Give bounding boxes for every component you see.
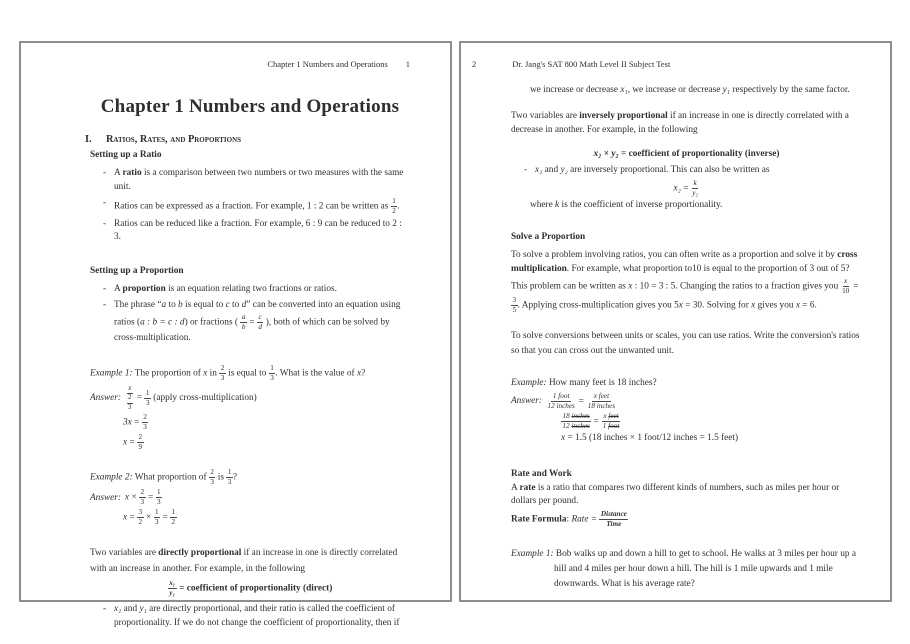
text-run: To solve conversions between units or scales, you can use ratios. Write the conversion's ratios so that you can cross out the unwanted unit.: [511, 330, 860, 356]
math-line: [123, 413, 410, 432]
bullet-text: [535, 164, 862, 178]
text-run: 18: [562, 411, 572, 420]
italic-var: x: [356, 368, 362, 379]
text-run: . Applying cross-multiplication gives you 5: [517, 300, 679, 311]
bullet-item: [102, 167, 410, 195]
fraction: [601, 412, 621, 431]
subsection-heading-proportion: Setting up a Proportion: [90, 266, 184, 277]
fraction-denominator: 3: [220, 374, 225, 383]
fraction-denominator: 3: [128, 403, 132, 411]
text-run: is equal to: [225, 368, 269, 379]
italic-var: x: [678, 300, 683, 311]
text-run: respectively by the same factor.: [730, 85, 850, 96]
answer-label: Answer:: [90, 492, 121, 503]
fraction: [144, 389, 151, 408]
text-run: =: [576, 396, 587, 407]
text-run: is equal to: [182, 300, 226, 311]
struck-unit: inches: [571, 411, 590, 420]
fraction-numerator: 1: [157, 488, 161, 497]
text-run: . What is the value of: [275, 368, 357, 379]
text-run: :: [566, 515, 572, 526]
text-run: are inversely proportional. This can also be written as: [567, 164, 770, 175]
text-run: we increase or decrease: [530, 85, 621, 96]
text-run: is the coefficient of inverse proportionality.: [559, 199, 723, 210]
rate-paragraph: [511, 482, 862, 510]
italic-var: d: [241, 300, 247, 311]
continued-paragraph: [530, 84, 862, 98]
math-line: [561, 432, 862, 446]
fraction: [599, 510, 628, 529]
bullet-item: [102, 603, 410, 631]
fraction: [586, 392, 616, 411]
fraction-denominator: 3: [143, 423, 147, 432]
fraction-denominator: 12 inches: [547, 401, 575, 410]
text-run: 1: [602, 421, 609, 430]
bullet-dash: -: [524, 164, 528, 175]
text-run: ?: [232, 472, 238, 483]
fraction-numerator: x feet: [593, 391, 610, 400]
answer-label: Answer:: [90, 393, 121, 404]
text-run: ?: [361, 368, 366, 379]
bullet-item: [523, 164, 862, 178]
running-header: [472, 59, 862, 70]
text-run: The phrase “: [114, 300, 162, 311]
text-run: , we increase or decrease: [627, 85, 723, 96]
italic-var: y₂: [560, 164, 568, 175]
struck-unit: feet: [608, 411, 619, 420]
bullet-text: [114, 299, 410, 346]
text-run: =: [127, 437, 138, 448]
struck-unit: inches: [571, 421, 590, 430]
italic-var: x₂: [593, 148, 602, 159]
fraction-numerator: 3: [512, 295, 517, 304]
fraction: [142, 413, 149, 432]
example-1-paragraph: [90, 364, 410, 383]
text-run: (apply cross-multiplication): [150, 393, 257, 404]
text-run: is an equation relating two fractions or ratios.: [165, 284, 337, 295]
fraction-denominator: 3: [140, 498, 145, 507]
fraction-denominator: 3: [270, 374, 274, 383]
text-run: To solve a problem involving ratios, you can often write as a proportion and solve it by: [511, 249, 838, 260]
fraction-numerator: 3: [138, 508, 143, 517]
fraction-denominator: [561, 422, 591, 431]
math-line: [123, 508, 410, 527]
fraction-numerator: k: [693, 178, 697, 187]
fraction-denominator: d: [258, 323, 262, 332]
fraction-numerator: 1: [145, 388, 150, 397]
text-run: is a ratio that compares two different kinds of numbers, such as miles per hour or dollars per pound.: [511, 482, 840, 507]
example-label: Example 2:: [90, 472, 133, 483]
text-run: =: [160, 512, 171, 523]
fraction-denominator: 9: [138, 443, 143, 452]
bullet-text: [114, 218, 410, 246]
rate-example-paragraph: [511, 547, 862, 592]
answer-block: [90, 488, 410, 507]
text-run: ) or fractions (: [184, 317, 241, 328]
italic-var: a : b = c : d: [140, 317, 185, 328]
fraction-numerator: 2: [210, 468, 214, 477]
example-2-paragraph: [90, 468, 410, 487]
fraction-numerator: x: [128, 384, 132, 393]
text-run: =: [850, 281, 859, 292]
text-run: to: [229, 300, 242, 311]
bullet-dash: -: [103, 603, 107, 614]
math-lhs: x: [561, 432, 566, 443]
text-run: ” can be converted into an equation using ratios (: [114, 300, 401, 328]
fraction-numerator: 1: [270, 364, 274, 373]
fraction: [137, 433, 144, 452]
text-run: A: [511, 482, 520, 493]
fraction: [139, 488, 146, 507]
text-run: =: [246, 317, 257, 328]
fraction: [219, 364, 226, 383]
text-run: Two variables are: [90, 548, 159, 559]
conversion-paragraph: [511, 329, 862, 359]
text-run: is: [215, 472, 227, 483]
text-run: A: [114, 167, 123, 178]
section-numeral: I.: [85, 133, 92, 145]
text-run: =: [127, 512, 138, 523]
formula-label: Rate Formula: [511, 515, 567, 526]
bullet-text: [114, 197, 410, 216]
fraction-denominator: 3: [227, 478, 232, 487]
text-run: ×: [143, 512, 154, 523]
formula-text: ×: [601, 148, 612, 159]
fraction: [156, 488, 163, 507]
italic-var: x: [751, 300, 756, 311]
text-run: = 30. Solving for: [682, 300, 752, 311]
bullet-item: [102, 299, 410, 346]
bullet-dash: -: [103, 197, 107, 208]
fraction-denominator: [601, 422, 621, 431]
fraction-numerator: 2: [140, 488, 145, 497]
text-run: ×: [129, 492, 140, 503]
text-run: .: [397, 201, 400, 212]
formula-text: = coefficient of proportionality (direct): [176, 583, 333, 594]
solve-proportion-heading: Solve a Proportion: [511, 231, 586, 242]
italic-var: c: [225, 300, 230, 311]
italic-var: x: [628, 281, 633, 292]
fraction-numerator: 2: [143, 413, 147, 422]
bold-term: inversely proportional: [579, 110, 668, 121]
text-run: Bob walks up and down a hill to get to school. He walks at 3 miles per hour up a hill and 4 miles per hour down a hill. The hill is 1 mile upwards and 1 mile downwards. What is his average rate?: [553, 549, 856, 590]
text-run: =: [134, 393, 145, 404]
italic-var: y₂: [611, 148, 619, 159]
answer-block: [90, 384, 410, 412]
inverse-equation: [511, 179, 862, 198]
fraction-denominator: y₁: [169, 588, 176, 597]
bullet-dash: -: [103, 284, 107, 295]
fraction: [127, 394, 133, 412]
italic-var: Rate =: [571, 515, 600, 526]
italic-var: x₂: [673, 183, 681, 194]
section-heading-text: Ratios, Rates, and Proportions: [106, 133, 242, 145]
math-lhs: x: [123, 437, 128, 448]
fraction-numerator: [561, 412, 591, 422]
page-number: 2: [472, 59, 477, 69]
fraction-numerator: a: [241, 313, 246, 322]
text-run: if an increase in one is directly correlated with a decrease in another. For example, in the following: [511, 110, 849, 135]
bold-term: ratio: [122, 167, 142, 178]
fraction-numerator: x: [844, 276, 848, 285]
math-lhs: 3x: [123, 417, 132, 428]
fraction-denominator: 10: [842, 286, 850, 295]
fraction-numerator: 2: [127, 394, 133, 403]
fraction-numerator: 1: [227, 468, 232, 477]
text-run: = 6.: [799, 300, 817, 311]
formula-text: = coefficient of proportionality (inverse): [618, 148, 780, 159]
fraction: [240, 313, 247, 332]
fraction-numerator: 1: [155, 508, 159, 517]
bullet-list-ratio: [90, 167, 410, 246]
math-line: [123, 433, 410, 452]
fraction-numerator: 2: [220, 364, 225, 373]
fraction: [168, 579, 177, 598]
italic-var: x₂: [535, 164, 543, 175]
text-run: =: [131, 417, 142, 428]
text-run: The proportion of: [132, 368, 204, 379]
fraction: [511, 296, 518, 315]
fraction: [170, 508, 177, 527]
page-number: 1: [405, 59, 410, 69]
answer-block: [511, 392, 862, 411]
italic-var: x₁: [114, 603, 122, 614]
fraction: [546, 392, 576, 411]
inverse-formula: [511, 148, 862, 162]
italic-var: y₁: [722, 85, 731, 96]
fraction-numerator: 1 foot: [552, 391, 570, 400]
chapter-title: Chapter 1 Numbers and Operations: [100, 96, 400, 118]
text-run: Two variables are: [511, 110, 580, 121]
bullet-text: [114, 283, 410, 297]
text-run: is a comparison between two numbers or two measures with the same unit.: [114, 167, 404, 192]
fraction-numerator: 1: [171, 508, 176, 517]
text-run: gives you: [755, 300, 796, 311]
subsection-heading-ratio: Setting up a Ratio: [90, 149, 162, 160]
page-2: [459, 41, 892, 602]
text-run: x: [603, 411, 609, 420]
text-run: =: [680, 183, 691, 194]
fraction-denominator: Time: [606, 520, 622, 529]
bullet-item: [102, 283, 410, 297]
fraction-denominator: 3: [155, 518, 159, 527]
bold-term: proportion: [122, 284, 166, 295]
page-1: [19, 41, 452, 628]
text-run: = 1.5 (18 inches × 1 foot/12 inches = 1.5 feet): [565, 432, 739, 443]
fraction-numerator: x₁: [169, 578, 176, 587]
text-run: 12: [562, 421, 572, 430]
fraction-numerator: Distance: [600, 510, 627, 519]
italic-var: y₁: [139, 603, 147, 614]
text-run: =: [591, 416, 602, 427]
math-line-cancelled-units: [561, 412, 862, 431]
text-run: . For example, what proportion to10 is equal to the proportion of 3 out of 5? This problem can be written as: [511, 264, 850, 292]
text-run: to: [166, 300, 179, 311]
fraction-numerator: c: [258, 313, 262, 322]
fraction-denominator: 5: [512, 305, 517, 314]
italic-var: a: [161, 300, 167, 311]
math-lhs: x: [125, 492, 130, 503]
fraction-denominator: 18 inches: [587, 401, 616, 410]
example-label: Example:: [511, 377, 547, 388]
bullet-item: [102, 218, 410, 246]
text-run: What proportion of: [132, 472, 209, 483]
direct-formula: [90, 579, 410, 598]
rate-formula-line: [511, 510, 862, 529]
inversely-proportional-paragraph: [511, 110, 862, 138]
fraction-numerator: [602, 412, 620, 422]
fraction-denominator: 2: [171, 518, 176, 527]
fraction-denominator: 2: [138, 518, 143, 527]
fraction-numerator: 2: [138, 433, 143, 442]
bullet-dash: -: [103, 167, 107, 178]
running-header: [90, 59, 410, 70]
text-run: if an increase in one is directly correlated with an increase in another. For example, in the following: [90, 548, 398, 575]
directly-proportional-paragraph: [90, 545, 410, 578]
text-run: Ratios can be expressed as a fraction. For example, 1 : 2 can be written as: [114, 201, 391, 212]
fraction: [226, 468, 233, 487]
fraction-denominator: [125, 394, 134, 412]
text-run: and: [542, 164, 561, 175]
bullet-dash: -: [103, 300, 107, 311]
section-heading: [85, 134, 410, 147]
text-run: : 10 = 3 : 5. Changing the ratios to a fraction gives you: [632, 281, 841, 292]
italic-var: x: [795, 300, 800, 311]
solve-paragraph: [511, 248, 862, 315]
italic-var: x₁: [620, 85, 628, 96]
answer-label: Answer:: [511, 396, 542, 407]
fraction-denominator: 3: [157, 498, 161, 507]
text-run: =: [145, 492, 156, 503]
italic-var: k: [555, 199, 560, 210]
running-header-text: Chapter 1 Numbers and Operations: [267, 59, 388, 69]
text-run: Ratios can be reduced like a fraction. For example, 6 : 9 can be reduced to 2 : 3.: [114, 218, 402, 243]
rate-and-work-heading: Rate and Work: [511, 468, 572, 479]
text-run: are directly proportional, and their ratio is called the coefficient of proportionality. If we do not change the coefficient of proportionality, then if: [114, 603, 400, 628]
bold-term: directly proportional: [158, 548, 242, 559]
text-run: A: [114, 284, 123, 295]
fraction-denominator: 3: [145, 398, 150, 407]
where-k-line: [530, 199, 862, 213]
example-label: Example 1:: [90, 368, 133, 379]
italic-var: b: [178, 300, 183, 311]
fraction: [691, 179, 700, 198]
bullet-dash: -: [103, 218, 107, 229]
example-label: Example 1:: [511, 549, 554, 560]
bullet-text: [114, 603, 410, 631]
math-lhs: x: [123, 512, 128, 523]
bullet-text: [114, 167, 410, 195]
fraction-denominator: b: [241, 323, 246, 332]
text-run: in: [207, 368, 220, 379]
fraction-denominator: y₂: [692, 188, 698, 197]
text-run: How many feet is 18 inches?: [546, 377, 657, 388]
text-run: where: [530, 199, 556, 210]
bullet-list-proportion: [90, 283, 410, 346]
fraction-numerator: 1: [392, 196, 396, 205]
struck-unit: foot: [608, 421, 620, 430]
fraction-denominator: 2: [392, 206, 396, 215]
italic-var: x: [203, 368, 208, 379]
bullet-item: [102, 197, 410, 216]
compound-fraction: [125, 384, 134, 412]
fraction: [137, 508, 144, 527]
conversion-example: [511, 377, 862, 391]
fraction: [561, 412, 591, 431]
fraction: [841, 277, 851, 296]
text-run: ), both of which can be solved by cross-multiplication.: [114, 317, 390, 344]
fraction-denominator: 3: [210, 478, 214, 487]
bold-term: rate: [519, 482, 536, 493]
bold-term: cross multiplication: [511, 249, 858, 275]
text-run: and: [121, 603, 140, 614]
running-header-text: Dr. Jang's SAT 800 Math Level II Subject Test: [512, 59, 671, 69]
